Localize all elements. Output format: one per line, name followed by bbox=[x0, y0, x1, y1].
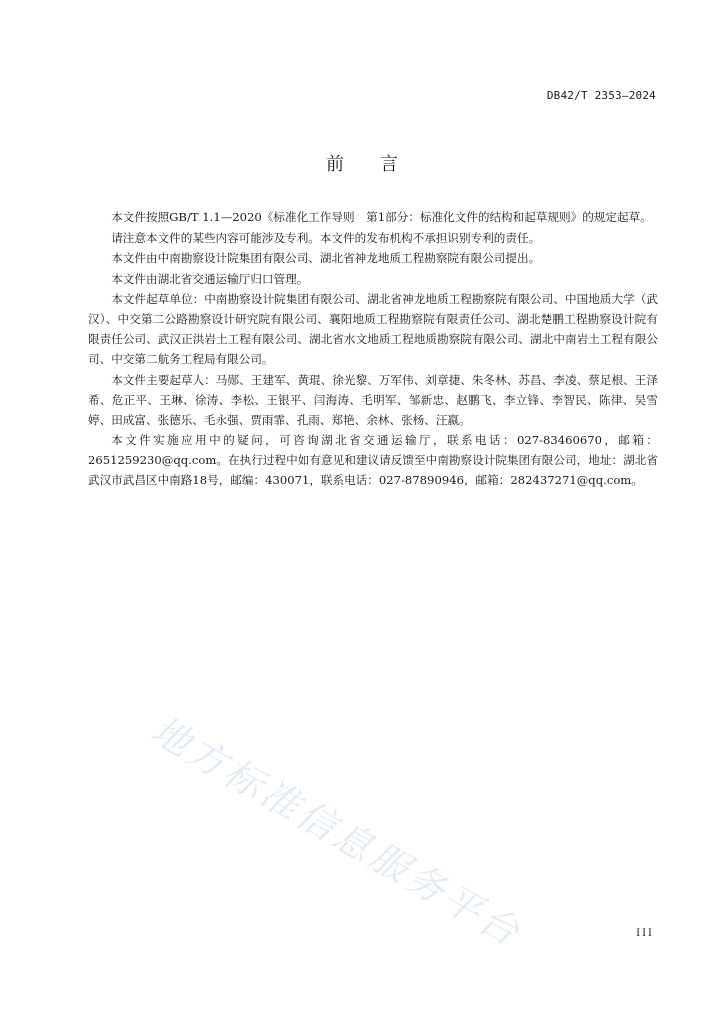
watermark: 地方标准信息服务平台 bbox=[143, 707, 530, 956]
page-title: 前言 bbox=[326, 154, 434, 175]
paragraph-patent-notice: 请注意本文件的某些内容可能涉及专利。本文件的发布机构不承担识别专利的责任。 bbox=[111, 230, 541, 245]
document-code: DB42/T 2353—2024 bbox=[546, 89, 656, 102]
foreword-content bbox=[88, 207, 658, 491]
paragraph-administration: 本文件由湖北省交通运输厅归口管理。 bbox=[111, 271, 309, 286]
page-number: III bbox=[636, 928, 654, 939]
paragraph-drafting-units: 本文件起草单位：中南勘察设计院集团有限公司、湖北省神龙地质工程勘察院有限公司、中国地质大学（武汉）、中交第二公路勘察设计研究院有限公司、襄阳地质工程勘察院有限责任公司、湖北楚鹏工程勘察设计院有限责任公司、武汉正洪岩土工程有限公司、湖北省水文地质工程地质勘察院有限公司、湖北中南岩土工程有限公司、中交第二航务工程局有限公司。 bbox=[88, 292, 658, 366]
paragraph-drafting-rules: 本文件按照GB/T 1.1—2020《标准化工作导则 第1部分：标准化文件的结构和起草规则》的规定起草。 bbox=[111, 210, 652, 224]
paragraph-contact: 本文件实施应用中的疑问，可咨询湖北省交通运输厅，联系电话：027-83460670，邮箱：2651259230@qq.com。在执行过程中如有意见和建议请反馈至中南勘察设计院集团有限公司，地址：湖北省武汉市武昌区中南路18号，邮编：430071，联系电话：027-87890946，邮箱：282437271@qq.com。 bbox=[88, 433, 658, 487]
paragraph-drafters: 本文件主要起草人：马郧、王建军、黄琨、徐光黎、万军伟、刘章捷、朱冬林、苏昌、李凌、蔡足根、王泽希、危正平、王琳、徐涛、李松、王银平、闫海涛、毛明军、邹新忠、赵鹏飞、李立锋、李智民、陈律、吴雪婷、田成富、张德乐、毛永强、贾雨霏、孔雨、郑艳、余林、张杨、汪嬴。 bbox=[88, 372, 658, 427]
paragraph-proposer: 本文件由中南勘察设计院集团有限公司、湖北省神龙地质工程勘察院有限公司提出。 bbox=[111, 251, 541, 265]
